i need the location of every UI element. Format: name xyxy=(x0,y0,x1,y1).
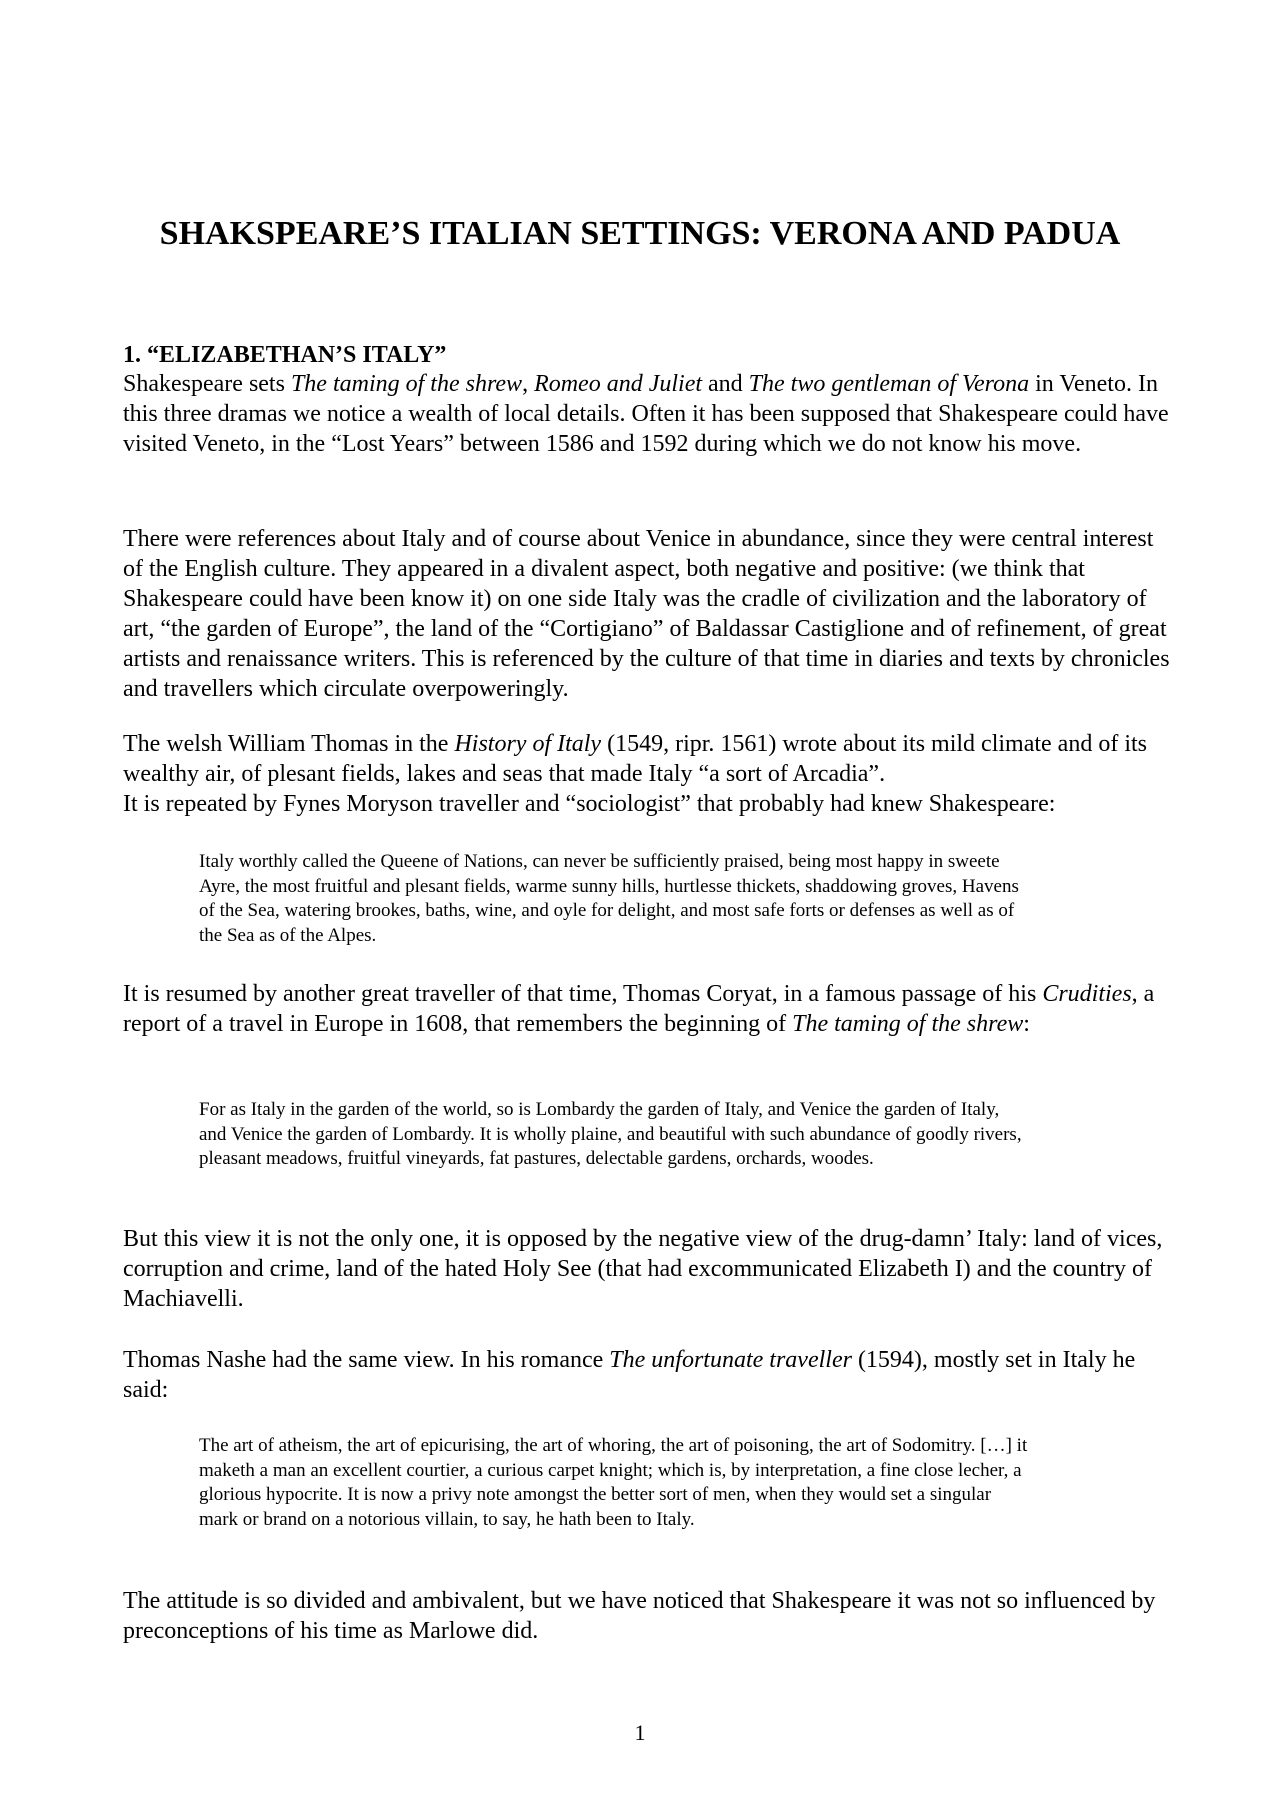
paragraph-2: There were references about Italy and of course about Venice in abundance, since they were central interest of the English culture. They appeared in a divalent aspect, both negative and positive: (we think that Shakespeare could have been know it) on one side Italy was the cradle of civilization and the laboratory of art, “the garden of Europe”, the land of the “Cortigiano” of Baldassar Castiglione and of refinement, of great artists and renaissance writers. This is referenced by the culture of that time in diaries and texts by chronicles and travellers which circulate overpoweringly. xyxy=(123,526,1170,702)
paragraph-4: It is resumed by another great traveller of that time, Thomas Coryat, in a famous passage of his Crudities, a report of a travel in Europe in 1608, that remembers the beginning of The taming of the shrew: xyxy=(123,981,1155,1037)
paragraph-3: The welsh William Thomas in the History of Italy (1549, ripr. 1561) wrote about its mild climate and of its wealthy air, of plesant fields, lakes and seas that made Italy “a sort of Arcadia”. It is repeated by Fynes Moryson traveller and “sociologist” that probably had knew Shakespeare: xyxy=(123,731,1147,817)
section-heading: 1. “ELIZABETHAN’S ITALY” xyxy=(123,342,447,368)
block-quote-2: For as Italy in the garden of the world, so is Lombardy the garden of Italy, and Venice the garden of Italy, and Venice the garden of Lombardy. It is wholly plaine, and beautiful with such abundance of goodly rivers, pleasant meadows, fruitful vineyards, fat pastures, delectable gardens, orchards, woodes. xyxy=(199,1099,1022,1169)
paragraph-5: But this view it is not the only one, it is opposed by the negative view of the drug-damn’ Italy: land of vices, corruption and crime, land of the hated Holy See (that had excommunicated Elizabeth I) and the country of Machiavelli. xyxy=(123,1226,1163,1312)
paragraph-6: Thomas Nashe had the same view. In his romance The unfortunate traveller (1594), mostly set in Italy he said: xyxy=(123,1347,1136,1403)
page-number: 1 xyxy=(634,1720,646,1745)
page-title: SHAKSPEARE’S ITALIAN SETTINGS: VERONA AND PADUA xyxy=(159,215,1121,252)
paragraph-7: The attitude is so divided and ambivalent, but we have noticed that Shakespeare it was not so influenced by preconceptions of his time as Marlowe did. xyxy=(123,1588,1156,1644)
paragraph-1: Shakespeare sets The taming of the shrew, Romeo and Juliet and The two gentleman of Verona in Veneto. In this three dramas we notice a wealth of local details. Often it has been supposed that Shakespeare could have visited Veneto, in the “Lost Years” between 1586 and 1592 during which we do not know his move. xyxy=(123,371,1169,457)
block-quote-1: Italy worthly called the Queene of Nations, can never be sufficiently praised, being most happy in sweete Ayre, the most fruitful and plesant fields, warme sunny hills, hurtlesse thickets, shaddowing groves, Havens of the Sea, watering brookes, baths, wine, and oyle for delight, and most safe forts or defenses as well as of the Sea as of the Alpes. xyxy=(199,851,1019,946)
block-quote-3: The art of atheism, the art of epicurising, the art of whoring, the art of poisoning, the art of Sodomitry. […] it maketh a man an excellent courtier, a curious carpet knight; which is, by interpretation, a fine close lecher, a glorious hypocrite. It is now a privy note amongst the better sort of men, when they would set a singular mark or brand on a notorious villain, to say, he hath been to Italy. xyxy=(199,1435,1028,1530)
